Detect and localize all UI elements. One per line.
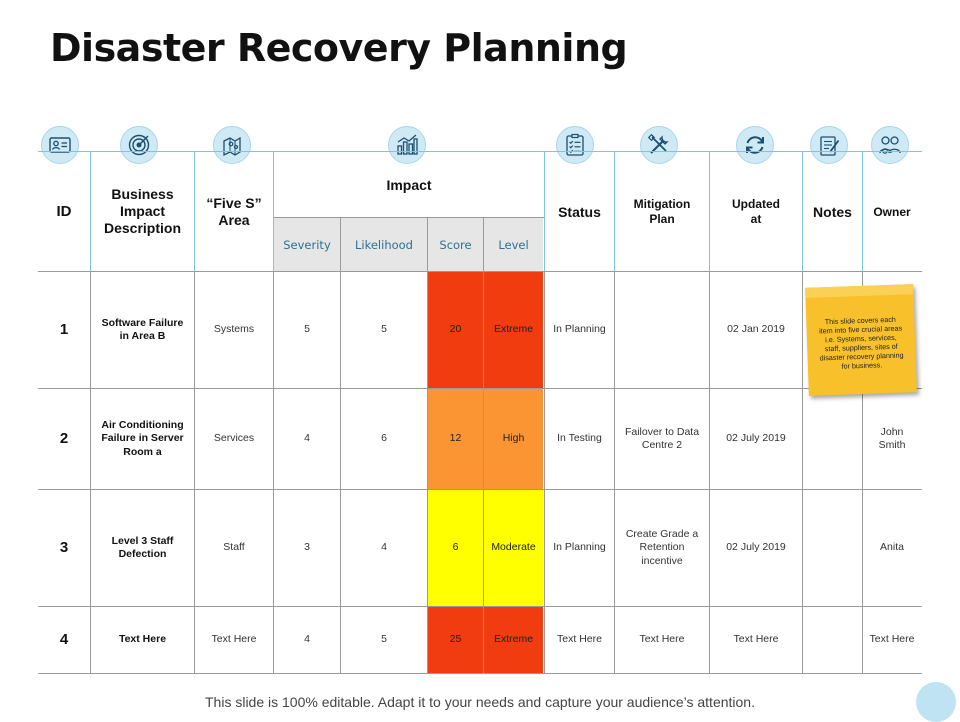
row-2-owner-cell: John Smith [878, 425, 906, 451]
header-id: ID [56, 203, 72, 220]
row-2-likelihood-cell: 6 [381, 432, 387, 445]
row-2-severity-cell: 4 [304, 432, 310, 445]
row-2-id-cell: 2 [59, 429, 69, 447]
row-3-owner-cell: Anita [880, 541, 904, 554]
row-1-status-cell: In Planning [553, 323, 606, 336]
row-2-desc-cell: Air Conditioning Failure in Server Room a [101, 419, 184, 458]
column-divider [544, 272, 545, 673]
footer-text: This slide is 100% editable. Adapt it to your needs and capture your audience’s attention. [205, 694, 755, 710]
header-divider [614, 152, 615, 271]
row-4-status-cell: Text Here [557, 633, 602, 646]
row-2-updated-cell: 02 July 2019 [726, 432, 786, 445]
subheader-score: Score [428, 218, 483, 271]
row-divider [38, 388, 922, 389]
header-five-s-area: “Five S” Area [206, 194, 262, 228]
subheader-severity: Severity [274, 218, 340, 271]
row-1-likelihood-cell: 5 [381, 323, 387, 336]
row-4-updated-cell: Text Here [733, 633, 779, 646]
row-3-score-cell: 6 [428, 490, 483, 606]
row-4-severity-cell: 4 [304, 633, 310, 646]
row-3-mitigation-cell: Create Grade a Retention incentive [625, 528, 699, 567]
row-3-id-cell: 3 [59, 538, 69, 556]
row-1-area-cell: Systems [213, 323, 255, 336]
row-divider [38, 271, 922, 272]
header-impact: Impact [386, 177, 432, 193]
row-3-severity-cell: 3 [304, 541, 310, 554]
column-divider [614, 272, 615, 673]
impact-sub-column-divider [427, 218, 428, 673]
column-divider [273, 272, 274, 673]
row-1-score-cell: 20 [428, 272, 483, 388]
row-4-id-cell: 4 [59, 630, 69, 648]
row-4-owner-cell: Text Here [869, 633, 915, 646]
row-divider [38, 673, 922, 674]
header-divider [194, 152, 195, 271]
row-2-area-cell: Services [213, 432, 255, 445]
header-divider [544, 152, 545, 271]
row-3-status-cell: In Planning [553, 541, 606, 554]
row-1-id-cell: 1 [59, 320, 69, 338]
row-2-mitigation-cell: Failover to Data Centre 2 [624, 425, 700, 451]
row-1-updated-cell: 02 Jan 2019 [727, 323, 785, 336]
row-divider [38, 489, 922, 490]
column-divider [802, 272, 803, 673]
row-4-score-cell: 25 [428, 607, 483, 673]
header-updated-at: Updated at [732, 197, 780, 226]
decorative-circle [916, 682, 956, 722]
row-1-desc-cell: Software Failure in Area B [101, 316, 184, 342]
row-2-level-cell: High [484, 389, 543, 489]
row-3-area-cell: Staff [223, 541, 245, 554]
row-2-notes-cell [803, 389, 862, 489]
row-4-mitigation-cell: Text Here [639, 633, 685, 646]
row-3-updated-cell: 02 July 2019 [726, 541, 786, 554]
header-business-impact: Business Impact Description [103, 186, 181, 236]
row-3-notes-cell [803, 490, 862, 606]
header-top-border [38, 151, 922, 152]
subheader-likelihood: Likelihood [341, 218, 427, 271]
column-divider [709, 272, 710, 673]
row-4-level-cell: Extreme [484, 607, 543, 673]
column-divider [194, 272, 195, 673]
row-4-area-cell: Text Here [211, 633, 257, 646]
header-notes: Notes [813, 203, 852, 220]
row-3-desc-cell: Level 3 Staff Defection [111, 534, 174, 560]
header-owner: Owner [873, 204, 911, 219]
header-status: Status [558, 203, 601, 220]
row-1-level-cell: Extreme [484, 272, 543, 388]
row-1-mitigation-cell [615, 272, 709, 388]
row-divider [38, 606, 922, 607]
row-4-desc-cell: Text Here [118, 633, 167, 646]
row-2-score-cell: 12 [428, 389, 483, 489]
header-divider [90, 152, 91, 271]
row-4-notes-cell [803, 607, 862, 673]
column-divider [90, 272, 91, 673]
impact-sub-column-divider [483, 218, 484, 673]
sticky-note [805, 284, 917, 396]
row-3-likelihood-cell: 4 [381, 541, 387, 554]
sticky-note-text: This slide covers each item into five crucial areas i.e. Systems, services, staff, suppliers, sites of disaster recovery planning for business. [818, 314, 904, 371]
row-3-level-cell: Moderate [484, 490, 543, 606]
row-2-status-cell: In Testing [557, 432, 602, 445]
impact-sub-column-divider [340, 218, 341, 673]
header-mitigation-plan: Mitigation Plan [633, 197, 691, 226]
header-divider [273, 152, 274, 271]
row-4-likelihood-cell: 5 [381, 633, 387, 646]
header-divider [709, 152, 710, 271]
page-title: Disaster Recovery Planning [50, 26, 628, 70]
impact-sub-divider [274, 217, 544, 218]
header-divider [802, 152, 803, 271]
subheader-level: Level [484, 218, 543, 271]
row-1-severity-cell: 5 [304, 323, 310, 336]
header-divider [862, 152, 863, 271]
